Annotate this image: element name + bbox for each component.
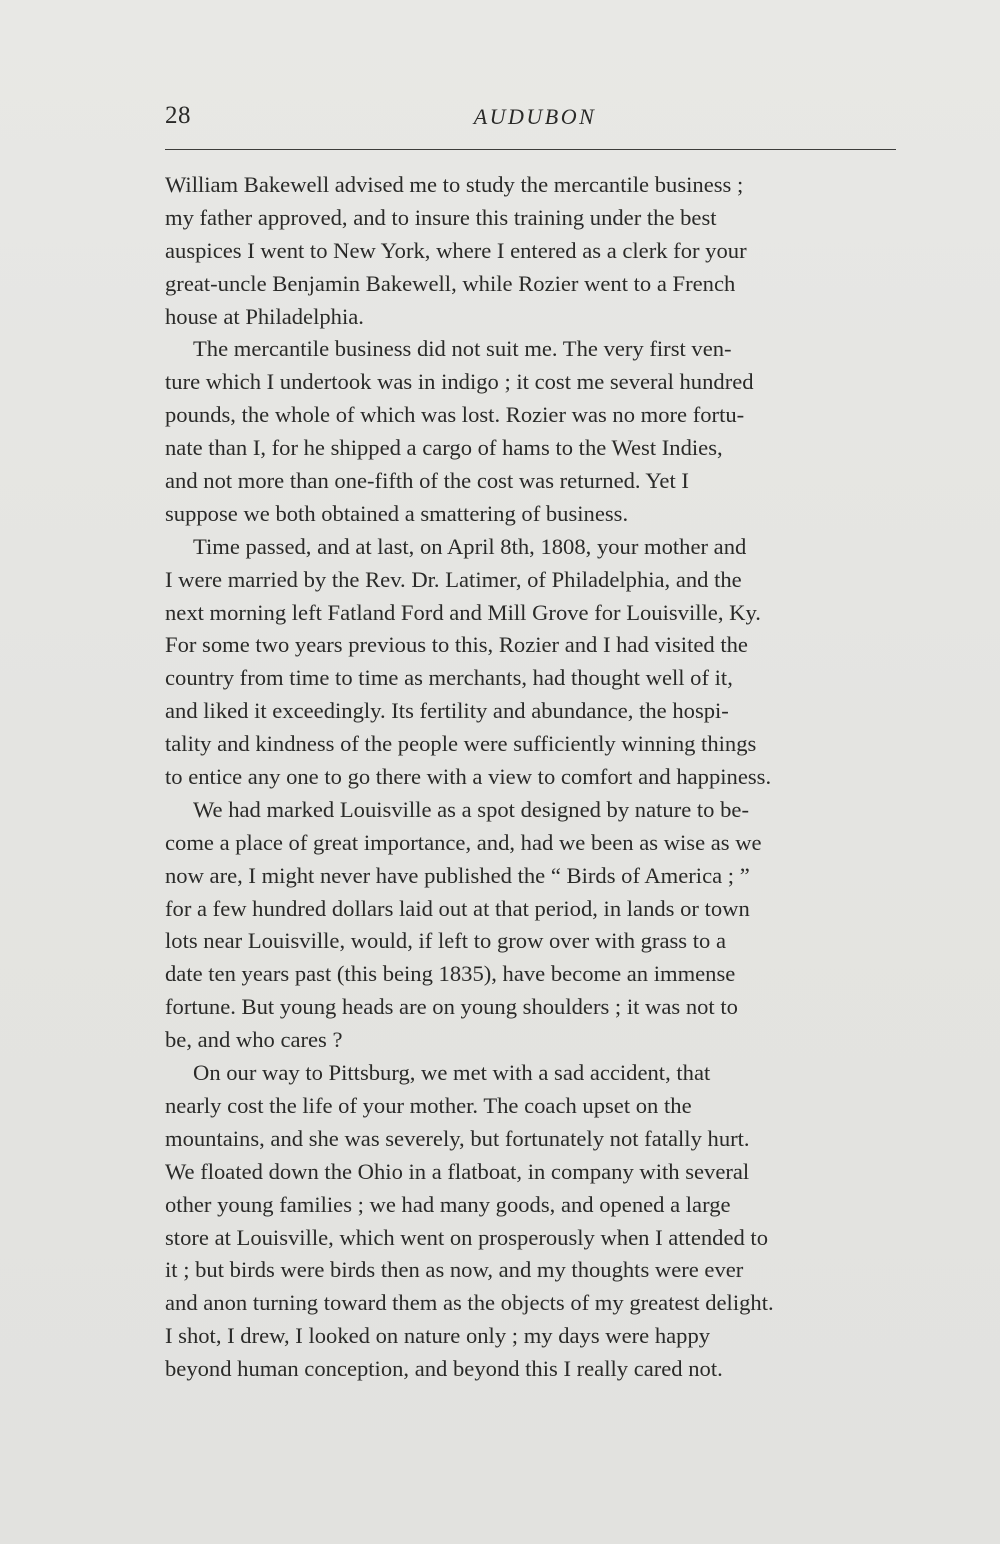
text-line: come a place of great importance, and, had we been as wise as we [165, 829, 762, 855]
text-line: I were married by the Rev. Dr. Latimer, of Philadelphia, and the [165, 566, 742, 592]
text-line: mountains, and she was severely, but fortunately not fatally hurt. [165, 1125, 750, 1151]
text-line: The mercantile business did not suit me. The very first ven- [193, 336, 732, 362]
running-title: AUDUBON [473, 104, 597, 129]
text-line: For some two years previous to this, Rozier and I had visited the [165, 632, 748, 658]
paragraph [165, 333, 897, 530]
text-line: country from time to time as merchants, had thought well of it, [165, 665, 733, 691]
paragraph [165, 169, 897, 333]
text-line: and not more than one-fifth of the cost was returned. Yet I [165, 468, 689, 494]
text-line: nate than I, for he shipped a cargo of hams to the West Indies, [165, 435, 723, 461]
text-line: On our way to Pittsburg, we met with a sad accident, that [193, 1060, 711, 1086]
text-line: nearly cost the life of your mother. The coach upset on the [165, 1092, 692, 1118]
paragraph [165, 531, 897, 794]
text-line: and liked it exceedingly. Its fertility and abundance, the hospi- [165, 698, 729, 724]
text-line: my father approved, and to insure this training under the best [165, 204, 717, 230]
text-line: beyond human conception, and beyond this I really cared not. [165, 1356, 723, 1382]
header-rule [165, 149, 896, 150]
text-line: be, and who cares ? [165, 1027, 343, 1053]
text-line: lots near Louisville, would, if left to grow over with grass to a [165, 928, 726, 954]
text-line: it ; but birds were birds then as now, and my thoughts were ever [165, 1257, 744, 1283]
text-line: ture which I undertook was in indigo ; it cost me several hundred [165, 369, 754, 395]
text-line: and anon turning toward them as the objects of my greatest delight. [165, 1290, 774, 1316]
text-line: date ten years past (this being 1835), have become an immense [165, 961, 736, 987]
body-text [165, 169, 897, 1386]
text-line: suppose we both obtained a smattering of business. [165, 500, 629, 526]
text-line: tality and kindness of the people were sufficiently winning things [165, 731, 757, 757]
text-line: I shot, I drew, I looked on nature only ; my days were happy [165, 1323, 711, 1349]
text-line: great-uncle Benjamin Bakewell, while Rozier went to a French [165, 270, 736, 296]
paragraph [165, 794, 897, 1057]
text-line: William Bakewell advised me to study the mercantile business ; [165, 172, 744, 197]
text-line: to entice any one to go there with a view to comfort and happiness. [165, 764, 772, 790]
text-line: house at Philadelphia. [165, 303, 364, 329]
text-line: next morning left Fatland Ford and Mill Grove for Louisville, Ky. [165, 599, 761, 625]
text-line: now are, I might never have published the “ Birds of America ; ” [165, 862, 750, 888]
text-line: other young families ; we had many goods, and opened a large [165, 1191, 731, 1217]
text-line: fortune. But young heads are on young shoulders ; it was not to [165, 994, 738, 1020]
text-line: auspices I went to New York, where I entered as a clerk for your [165, 237, 747, 263]
text-line: We had marked Louisville as a spot designed by nature to be- [193, 796, 749, 822]
text-line: We floated down the Ohio in a flatboat, in company with several [165, 1158, 750, 1184]
text-line: for a few hundred dollars laid out at that period, in lands or town [165, 895, 750, 921]
text-line: Time passed, and at last, on April 8th, 1808, your mother and [193, 533, 747, 559]
text-line: pounds, the whole of which was lost. Rozier was no more fortu- [165, 402, 745, 428]
text-line: store at Louisville, which went on prosperously when I attended to [165, 1224, 768, 1250]
page-header [165, 100, 895, 146]
page-number: 28 [165, 102, 191, 129]
paragraph [165, 1057, 897, 1386]
